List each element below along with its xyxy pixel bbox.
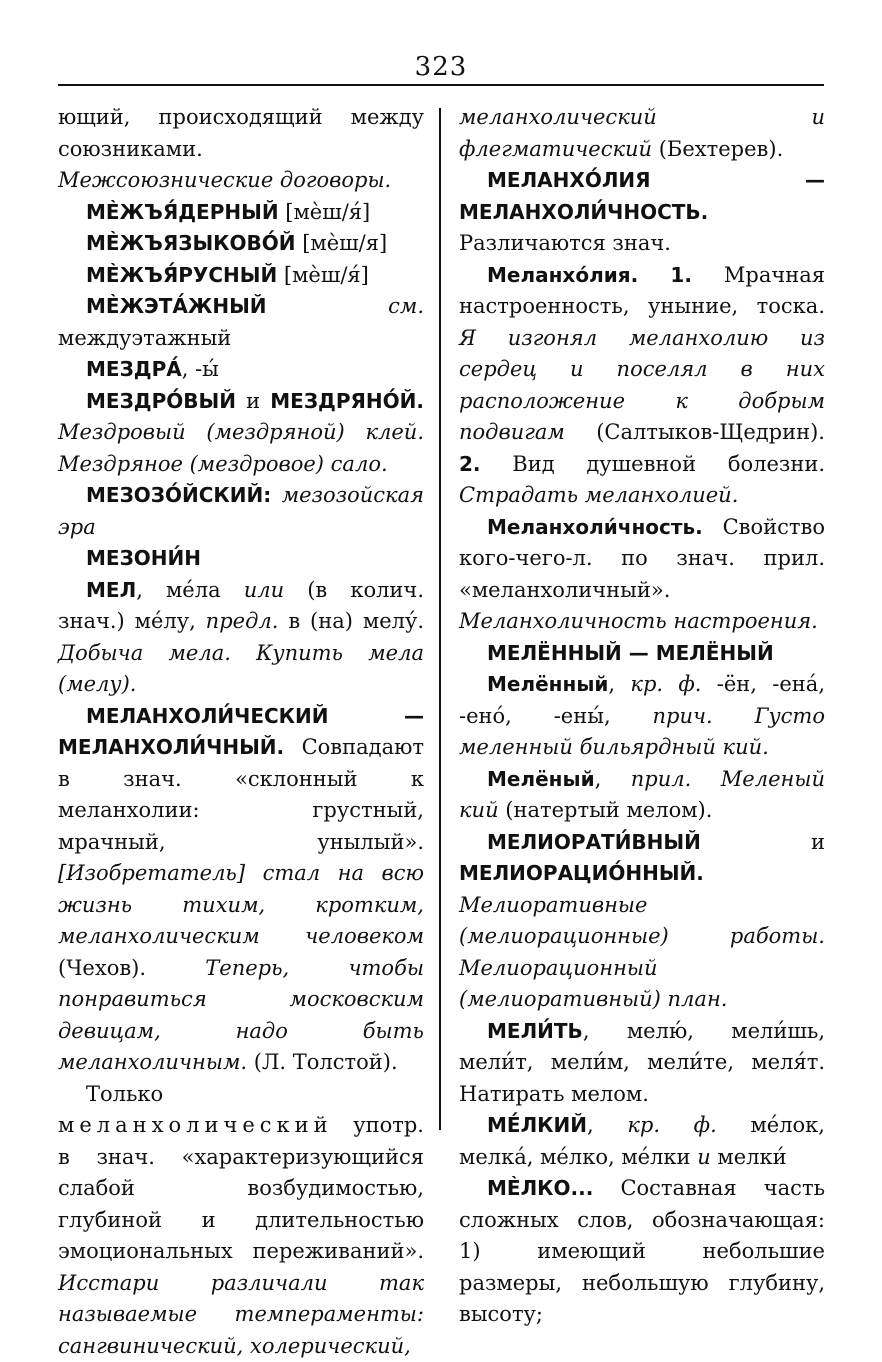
- entry-text: ме́лок, мелка́, ме́лко, ме́лки: [459, 1113, 825, 1169]
- entry-text: кр. ф.: [627, 1113, 716, 1137]
- entry-text: Меланхоличность настроения.: [459, 609, 818, 633]
- entry-text: , мелю́, мели́шь, мели́т, мели́м, мели́те, меля́т. Натирать мелом.: [459, 1019, 825, 1106]
- entry-text: и: [236, 389, 270, 413]
- dictionary-entry: [459, 260, 825, 512]
- entry-text: (Чехов).: [58, 956, 205, 980]
- entry-text: ющий, происходящий между союзниками.: [58, 105, 424, 161]
- entry-text: Я изгонял меланхолию из сердец и поселял в них расположение к добрым подвигам: [459, 326, 825, 445]
- entry-text: Добыча мела. Купить мела (мелу).: [58, 641, 424, 697]
- entry-text: мелки́: [711, 1145, 787, 1169]
- entry-headword: МЕЛИОРАЦИО́ННЫЙ.: [459, 861, 704, 885]
- entry-text: Вид душевной болезни.: [481, 452, 825, 476]
- entry-text: Страдать меланхолией.: [459, 483, 738, 507]
- entry-text: Теперь, чтобы понравиться московским девицам, надо быть меланхоличным.: [58, 956, 424, 1075]
- dictionary-entry: [58, 543, 424, 575]
- entry-headword: 2.: [459, 452, 481, 476]
- entry-text: (Л. Толстой).: [247, 1050, 398, 1074]
- entry-text: ,: [595, 767, 631, 791]
- dictionary-entry: [58, 701, 424, 1079]
- entry-headword: МЕЗДРЯНО́Й.: [270, 389, 424, 413]
- entry-text: -ён, -ена́, -ено́, -ены́,: [459, 672, 825, 728]
- entry-text: в (на) мелу́.: [278, 609, 424, 633]
- entry-text: мезозойская эра: [58, 483, 424, 539]
- dictionary-entry: [459, 102, 825, 165]
- entry-text: Мрачная настроенность, уныние, тоска.: [459, 263, 825, 319]
- entry-headword: Меланхо́лия. 1.: [487, 263, 692, 287]
- entry-text: ,: [587, 1113, 627, 1137]
- dictionary-entry: [459, 764, 825, 827]
- header-rule: [58, 84, 824, 86]
- entry-headword: МЕЗДРО́ВЫЙ: [86, 389, 236, 413]
- entry-headword: Мелённый: [487, 672, 608, 696]
- entry-headword: Меланхоли́чность.: [487, 515, 703, 539]
- entry-text: [мѐш/я́]: [279, 200, 371, 224]
- left-column: [58, 102, 424, 1362]
- dictionary-entry: [58, 480, 424, 543]
- dictionary-entry: [459, 1173, 825, 1331]
- entry-headword: МЕЗДРА́: [86, 357, 182, 381]
- entry-text: , -ы́: [182, 357, 219, 381]
- entry-headword: МЀЖЪЯЗЫКОВО́Й: [86, 231, 296, 255]
- entry-headword: Мелёный: [487, 767, 595, 791]
- entry-headword: МЀЖЪЯ́ДЕРНЫЙ: [86, 200, 279, 224]
- dictionary-entry: [459, 512, 825, 638]
- right-column: [459, 102, 825, 1331]
- dictionary-entry: [459, 638, 825, 670]
- dictionary-entry: [58, 260, 424, 292]
- entry-headword: МЕЛИ́ТЬ: [487, 1019, 583, 1043]
- entry-text: или: [244, 578, 284, 602]
- entry-headword: МЕЛАНХО́ЛИЯ — МЕЛАНХОЛИ́ЧНОСТЬ.: [459, 168, 825, 224]
- dictionary-entry: [58, 197, 424, 229]
- entry-headword: МЀЖЭТА́ЖНЫЙ: [86, 294, 267, 318]
- entry-headword: МЕЛАНХОЛИ́ЧЕСКИЙ — МЕЛАНХОЛИ́ЧНЫЙ.: [58, 704, 424, 760]
- entry-text: [мѐш/я]: [296, 231, 388, 255]
- entry-text: ,: [608, 672, 630, 696]
- entry-text: (натертый мелом).: [499, 798, 713, 822]
- page-number: 323: [0, 52, 882, 82]
- entry-text: Совпадают в знач. «склонный к меланхолии: грустный, мрачный, унылый».: [58, 735, 424, 854]
- entry-headword: МЕЛ: [86, 578, 136, 602]
- dictionary-entry: [58, 386, 424, 481]
- entry-text: Мездровый (мездряной) клей. Мездряное (мездровое) сало.: [58, 420, 424, 476]
- entry-text: кр. ф.: [630, 672, 701, 696]
- entry-headword: МЕЗОЗО́ЙСКИЙ:: [86, 483, 271, 507]
- dictionary-entry: [459, 1110, 825, 1173]
- entry-text: (Салтыков-Щедрин).: [565, 420, 825, 444]
- entry-text: (Бехтерев).: [652, 137, 783, 161]
- entry-text: Только: [86, 1082, 163, 1106]
- entry-headword: МЕЛЁННЫЙ — МЕЛЁНЫЙ: [487, 641, 774, 665]
- entry-text: , ме́ла: [136, 578, 244, 602]
- entry-text: [Изобретатель] стал на всю жизнь тихим, кротким, меланхолическим человеком: [58, 861, 424, 948]
- entry-headword: МЀЛКО...: [487, 1176, 593, 1200]
- dictionary-entry: [58, 354, 424, 386]
- entry-text: Исстари различали так называемые темпераменты: сангвинический, холерический,: [58, 1271, 424, 1358]
- entry-text: междуэтажный: [58, 326, 231, 350]
- dictionary-entry: [58, 1079, 424, 1362]
- dictionary-entry: [459, 827, 825, 1016]
- entry-text: прич. Густо меленный бильярдный кий.: [459, 704, 825, 760]
- entry-text: Составная часть сложных слов, обозначающая: 1) имеющий небольшие размеры, небольшую глубину, высоту;: [459, 1176, 825, 1326]
- entry-text: меланхолический и флегматический: [459, 105, 825, 161]
- entry-text: Различаются знач.: [459, 231, 671, 255]
- column-divider: [439, 108, 441, 1130]
- entry-text: [мѐш/я́]: [277, 263, 369, 287]
- dictionary-entry: [58, 228, 424, 260]
- entry-headword: МЕ́ЛКИЙ: [487, 1113, 587, 1137]
- entry-text: и: [701, 830, 825, 854]
- entry-text: Межсоюзнические договоры.: [58, 168, 391, 192]
- entry-headword: МЀЖЪЯ́РУСНЫЙ: [86, 263, 277, 287]
- dictionary-entry: [459, 165, 825, 260]
- dictionary-entry: [459, 1016, 825, 1111]
- entry-text: употр. в знач. «характеризующийся слабой возбудимостью, глубиной и длительностью эмоциональных переживаний».: [58, 1113, 424, 1263]
- entry-headword: МЕЗОНИ́Н: [86, 546, 201, 570]
- entry-text: прил. Меленый кий: [459, 767, 825, 823]
- dictionary-entry: [58, 102, 424, 197]
- entry-headword: МЕЛИОРАТИ́ВНЫЙ: [487, 830, 701, 854]
- entry-text: Свойство кого-чего-л. по знач. прил. «меланхоличный».: [459, 515, 825, 602]
- entry-text: предл.: [206, 609, 279, 633]
- entry-text: см.: [267, 294, 424, 318]
- entry-text: и: [697, 1145, 711, 1169]
- dictionary-entry: [58, 291, 424, 354]
- entry-text: меланхолический: [58, 1113, 333, 1137]
- dictionary-entry: [58, 575, 424, 701]
- entry-text: Мелиоративные (мелиорационные) работы. Мелиорационный (мелиоративный) план.: [459, 893, 825, 1012]
- entry-text: (в колич. знач.) ме́лу,: [58, 578, 424, 634]
- dictionary-entry: [459, 669, 825, 764]
